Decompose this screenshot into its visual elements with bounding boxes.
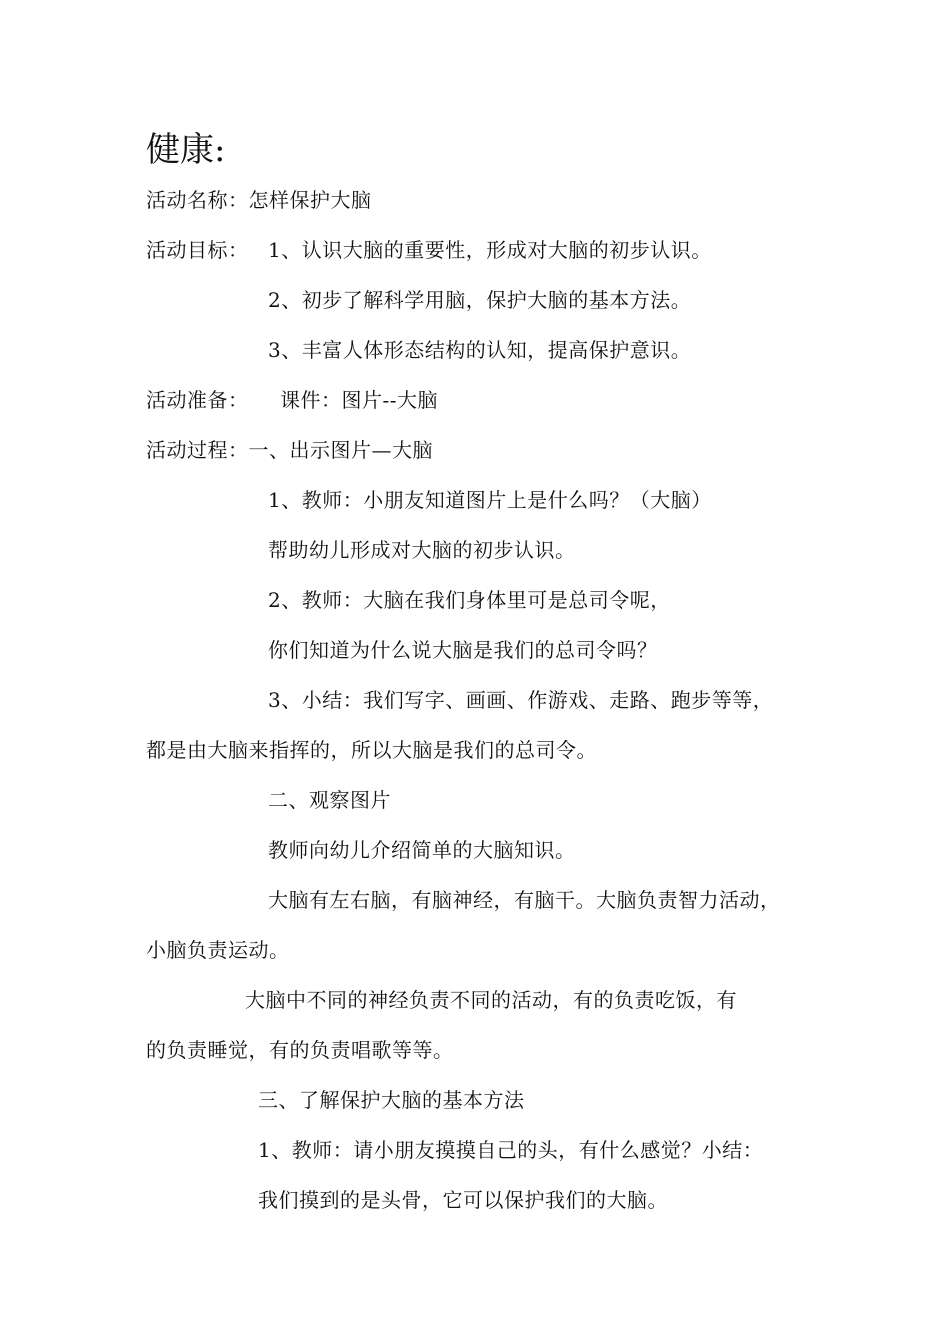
process-step-3-cont: 都是由大脑来指挥的，所以大脑是我们的总司令。 xyxy=(146,738,597,762)
section-2-para-2-cont: 的负责睡觉，有的负责唱歌等等。 xyxy=(146,1038,454,1062)
section-2-intro: 教师向幼儿介绍简单的大脑知识。 xyxy=(268,838,576,862)
activity-prep-label: 活动准备： xyxy=(146,388,249,412)
activity-name-line: 活动名称：怎样保护大脑 xyxy=(146,188,372,212)
process-step-1: 1、教师：小朋友知道图片上是什么吗？（大脑） xyxy=(268,488,712,512)
document-title: 健康: xyxy=(146,130,226,170)
section-2-para-1: 大脑有左右脑，有脑神经，有脑干。大脑负责智力活动， xyxy=(268,888,781,912)
goal-item-3: 3、丰富人体形态结构的认知，提高保护意识。 xyxy=(268,338,692,362)
section-2-para-2: 大脑中不同的神经负责不同的活动，有的负责吃饭，有 xyxy=(245,988,737,1012)
section-2-heading: 二、观察图片 xyxy=(268,788,391,812)
activity-process-line: 活动过程：一、出示图片—大脑 xyxy=(146,438,433,462)
section-2-para-1-cont: 小脑负责运动。 xyxy=(146,938,290,962)
process-step-2: 2、教师：大脑在我们身体里可是总司令呢， xyxy=(268,588,671,612)
goal-item-1: 1、认识大脑的重要性，形成对大脑的初步认识。 xyxy=(268,238,712,262)
section-3-heading: 三、了解保护大脑的基本方法 xyxy=(258,1088,525,1112)
goal-item-2: 2、初步了解科学用脑，保护大脑的基本方法。 xyxy=(268,288,692,312)
process-step-3: 3、小结：我们写字、画画、作游戏、走路、跑步等等， xyxy=(268,688,774,712)
activity-prep-content: 课件：图片--大脑 xyxy=(280,388,439,412)
activity-goal-label: 活动目标： xyxy=(146,238,249,262)
section-3-step-1-cont: 我们摸到的是头骨，它可以保护我们的大脑。 xyxy=(258,1188,668,1212)
section-3-step-1: 1、教师：请小朋友摸摸自己的头，有什么感觉？小结： xyxy=(258,1138,764,1162)
process-step-2-cont: 你们知道为什么说大脑是我们的总司令吗？ xyxy=(268,638,658,662)
process-step-1-note: 帮助幼儿形成对大脑的初步认识。 xyxy=(268,538,576,562)
